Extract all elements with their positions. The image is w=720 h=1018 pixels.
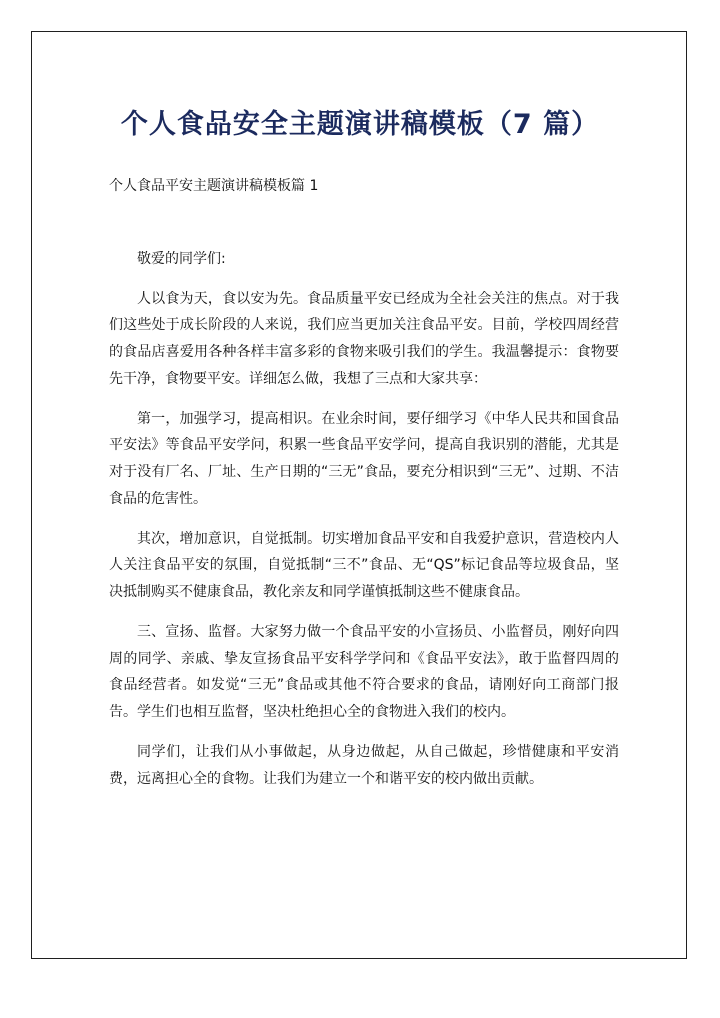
salutation-paragraph: 敬爱的同学们:: [137, 251, 226, 267]
point-three-paragraph: 三、宣扬、监督。大家努力做一个食品平安的小宣扬员、小监督员，刚好向四周的同学、亲戚、挚友宣扬食品平安科学学问和《食品平安法》，敢于监督四周的食品经营者。如发觉“三无”食品或其他不符合要求的食品，请刚好向工商部门报告。学生们也相互监督，坚决杜绝担心全的食物进入我们的校内。: [109, 623, 619, 721]
closing-paragraph: 同学们，让我们从小事做起，从身边做起，从自己做起，珍惜健康和平安消费，远离担心全的食物。让我们为建立一个和谐平安的校内做出贡献。: [109, 743, 619, 787]
document-title: 个人食品安全主题演讲稿模板（7 篇）: [120, 109, 600, 140]
document-body: [109, 246, 619, 805]
intro-paragraph: 人以食为天，食以安为先。食品质量平安已经成为全社会关注的焦点。对于我们这些处于成长阶段的人来说，我们应当更加关注食品平安。目前，学校四周经营的食品店喜爱用各种各样丰富多彩的食物来吸引我们的学生。我温馨提示：食物要先干净，食物要平安。详细怎么做，我想了三点和大家共享：: [109, 290, 619, 387]
point-one-paragraph: 第一，加强学习，提高相识。在业余时间，要仔细学习《中华人民共和国食品平安法》等食品平安学问，积累一些食品平安学问，提高自我识别的潜能，尤其是对于没有厂名、厂址、生产日期的“三无”食品，要充分相识到“三无”、过期、不洁食品的危害性。: [109, 410, 619, 507]
point-two-paragraph: 其次，增加意识，自觉抵制。切实增加食品平安和自我爱护意识，营造校内人人关注食品平安的氛围，自觉抵制“三不”食品、无“QS”标记食品等垃圾食品，坚决抵制购买不健康食品，教化亲友和同学谨慎抵制这些不健康食品。: [109, 530, 619, 601]
document-subtitle: 个人食品平安主题演讲稿模板篇 1: [109, 178, 319, 194]
